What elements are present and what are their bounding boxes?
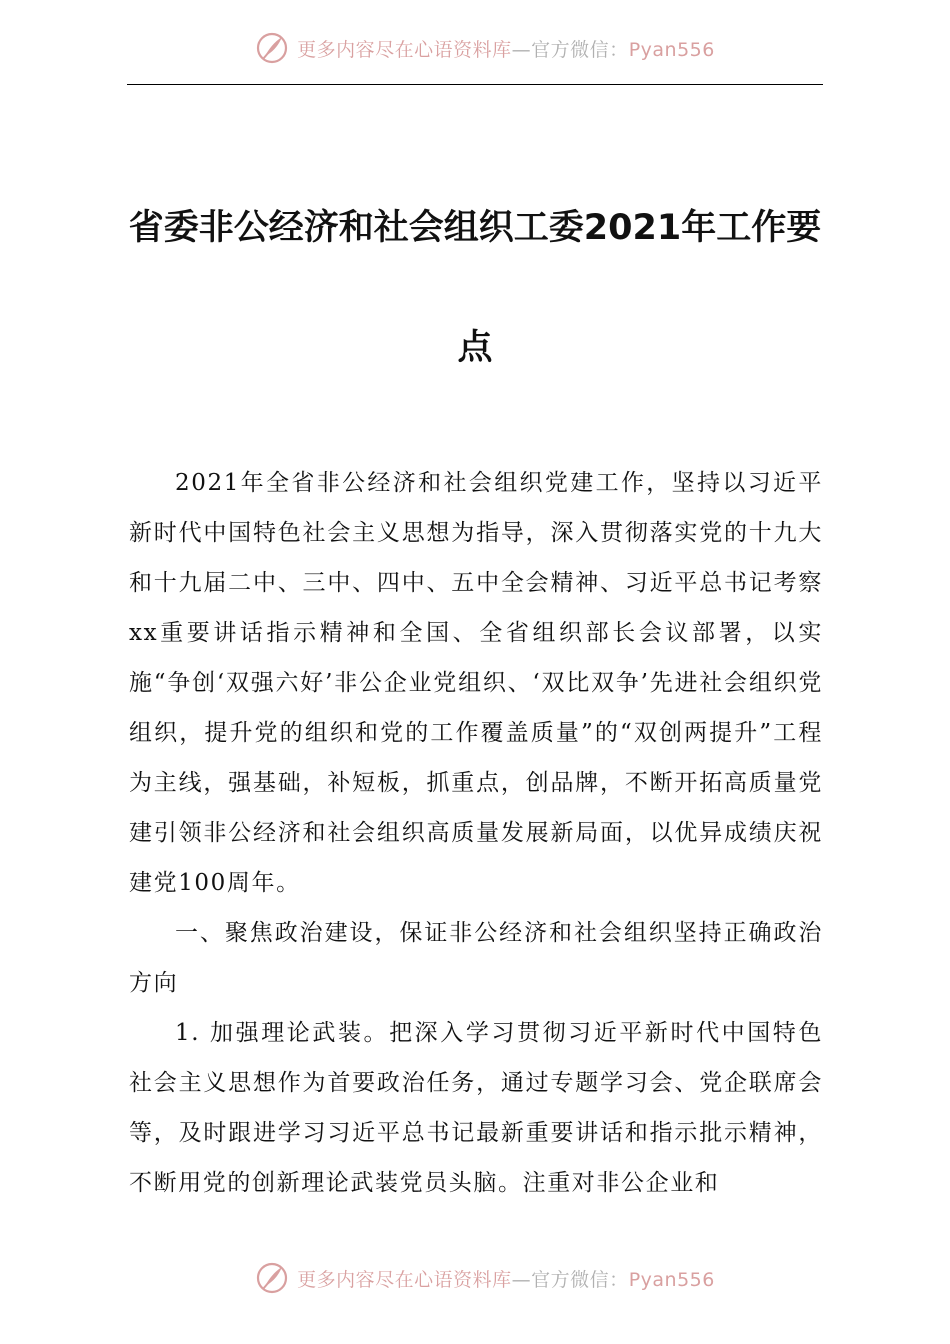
watermark-wechat-label: —官方微信：: [511, 38, 629, 61]
watermark-library-name: 更多内容尽在心语资料库: [297, 1268, 512, 1291]
quill-circle-icon: [255, 31, 289, 65]
watermark-library-name: 更多内容尽在心语资料库: [297, 38, 512, 61]
watermark-wechat-label: —官方微信：: [511, 1268, 629, 1291]
paragraph-intro: 2021年全省非公经济和社会组织党建工作，坚持以习近平新时代中国特色社会主义思想为指导，深入贯彻落实党的十九大和十九届二中、三中、四中、五中全会精神、习近平总书记考察xx重要讲话指示精神和全国、全省组织部长会议部署，以实施“争创‘双强六好’非公企业党组织、‘双比双争’先进社会组织党组织，提升党的组织和党的工作覆盖质量”的“双创两提升”工程为主线，强基础，补短板，抓重点，创品牌，不断开拓高质量党建引领非公经济和社会组织高质量发展新局面，以优异成绩庆祝建党100周年。: [129, 470, 823, 896]
quill-circle-icon: [255, 1261, 289, 1295]
watermark-wechat-id: Pyan556: [628, 38, 715, 61]
header-divider: [127, 84, 823, 85]
document-body: [129, 458, 823, 1208]
watermark-text: [297, 1265, 715, 1292]
document-title: 省委非公经济和社会组织工委2021年工作要点: [128, 208, 822, 368]
paragraph-section-heading: 一、聚焦政治建设，保证非公经济和社会组织坚持正确政治方向: [129, 920, 823, 996]
watermark-text: [297, 35, 715, 62]
footer-watermark: [0, 1258, 950, 1298]
watermark-wechat-id: Pyan556: [628, 1268, 715, 1291]
paragraph-item-1: 1. 加强理论武装。把深入学习贯彻习近平新时代中国特色社会主义思想作为首要政治任务，通过专题学习会、党企联席会等，及时跟进学习习近平总书记最新重要讲话和指示批示精神，不断用党的创新理论武装党员头脑。注重对非公企业和: [129, 1020, 823, 1196]
header-watermark: [0, 28, 950, 68]
